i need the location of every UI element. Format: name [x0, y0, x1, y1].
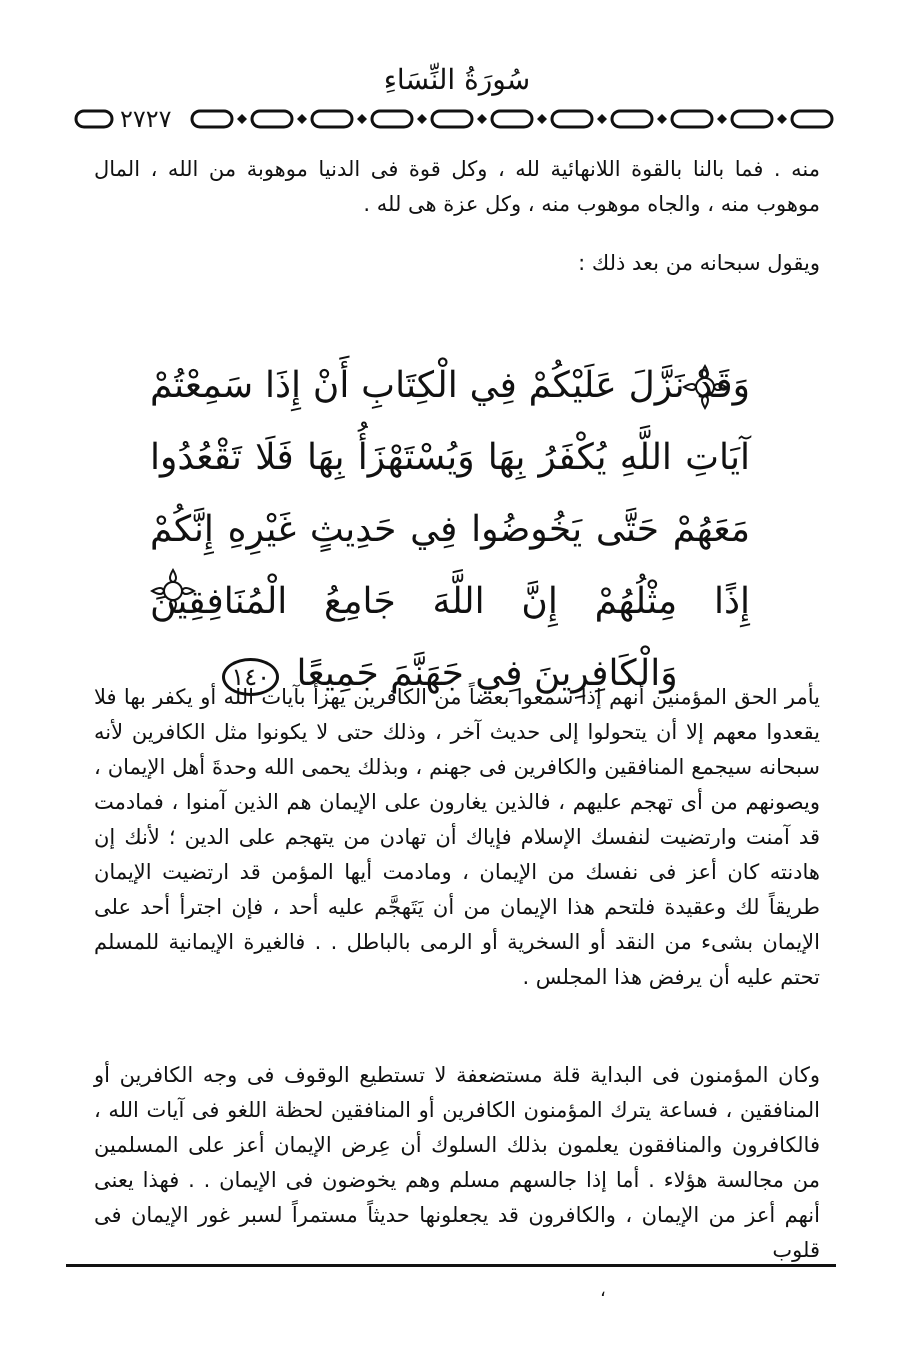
transition-line: ويقول سبحانه من بعد ذلك : — [578, 251, 820, 275]
surah-title: سُورَةُ النِّسَاءِ — [383, 63, 531, 96]
page-number: ٢٧٢٧ — [116, 104, 176, 134]
intro-paragraph: منه . فما بالنا بالقوة اللانهائية لله ، وكل قوة فى الدنيا موهوبة من الله ، المال موهوب منه ، والجاه موهوب منه ، وكل عزة هى لله . — [94, 157, 820, 216]
chain-ornament — [72, 104, 840, 134]
quran-verse — [150, 350, 750, 710]
verse-end-flower-icon — [148, 566, 198, 616]
commentary-paragraph-1: يأمر الحق المؤمنين أنهم إذا سمعوا بعضاً من الكافرين يهزأ بآيات الله أو يكفر بها فلا يقعدوا معهم إلا أن يتحولوا إلى حديث آخر ، وذلك حتى لا يكونوا مثل الكافرين لأنه سبحانه سيجمع المنافقين والكافرين فى جهنم ، وبذلك يحمى الله وحدةَ أهل الإيمان ، ويصونهم من أى تهجم عليهم ، فالذين يغارون على الإيمان هم الذين آمنوا ، فمادمت قد آمنت وارتضيت لنفسك الإسلام فإياك أن تهادن من يتهجم على الدين ؛ لأنك إن هادنته كان أعز فى نفسك من الإيمان ، ومادمت أيها المؤمن قد ارتضيت الإيمان طريقاً لك وعقيدة فلتحم هذا الإيمان من أن يَتَهجَّم عليه أحد ، فإن اجترأ أحد على الإيمان بشىء من النقد أو السخرية أو الرمى بالباطل . . فالغيرة الإيمانية للمسلم تحتم عليه أن يرفض هذا المجلس . — [94, 685, 820, 989]
ornament-bar — [72, 104, 840, 134]
bottom-rule — [66, 1264, 836, 1267]
commentary-paragraph-2: وكان المؤمنون فى البداية قلة مستضعفة لا تستطيع الوقوف فى وجه الكافرين أو المنافقين ، فساعة يترك المؤمنون الكافرين أو المنافقين لحظة اللغو فى آيات الله ، فالكافرون والمنافقون يعلمون بذلك السلوك أن عِرض الإيمان أعز على المسلمين من مجالسة هؤلاء . أما إذا جالسهم مسلم وهم يخوضون فى الإيمان . . فهذا يعنى أنهم أعز من الإيمان ، والكافرون قد يجعلونها حديثاً مستمراً لسبر غور الإيمان فى قلوب — [94, 1063, 820, 1262]
verse-number: ١٤٠ — [222, 658, 279, 696]
footer-mark: ، — [600, 1280, 606, 1301]
verse-text: وَقَدْ نَزَّلَ عَلَيْكُمْ فِي الْكِتَابِ أَنْ إِذَا سَمِعْتُمْ آيَاتِ اللَّهِ يُكْفَرُ بِهَا وَيُسْتَهْزَأُ بِهَا فَلَا تَقْعُدُوا مَعَهُمْ حَتَّى يَخُوضُوا فِي حَدِيثٍ غَيْرِهِ إِنَّكُمْ إِذًا مِثْلُهُمْ إِنَّ اللَّهَ جَامِعُ الْمُنَافِقِينَ وَالْكَافِرِينَ فِي جَهَنَّمَ جَمِيعًا — [150, 365, 750, 694]
